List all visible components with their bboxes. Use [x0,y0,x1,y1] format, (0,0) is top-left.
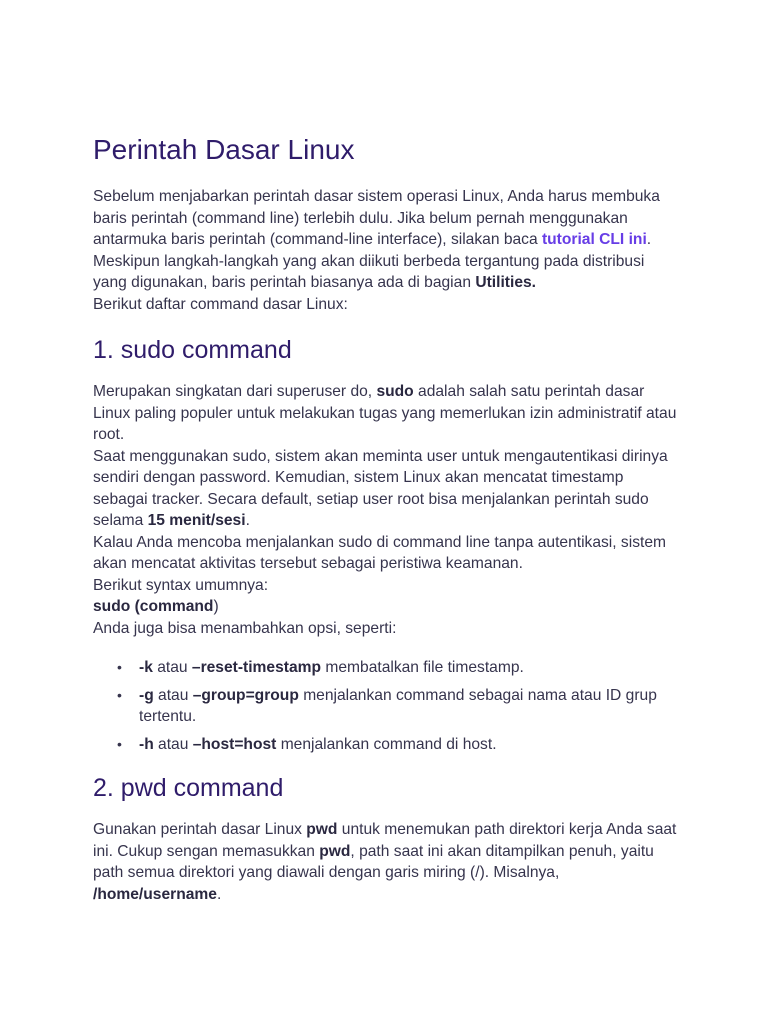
list-item: • -k atau –reset-timestamp membatalkan file timestamp. [139,657,678,679]
sudo-paragraph-5: Anda juga bisa menambahkan opsi, seperti: [93,619,397,637]
sudo-options-list [93,657,678,755]
article-content [93,130,678,905]
sudo-paragraph-2: Saat menggunakan sudo, sistem akan meminta user untuk mengautentikasi dirinya sendiri dengan password. Kemudian, sistem Linux akan mencatat timestamp sebagai tracker. Secara default, setiap user root bisa menjalankan perintah sudo selama 15 menit/sesi. [93,447,668,529]
sudo-paragraph-4: Berikut syntax umumnya: [93,576,269,594]
tutorial-cli-link[interactable]: tutorial CLI ini [541,231,647,248]
intro-paragraph: Sebelum menjabarkan perintah dasar sistem operasi Linux, Anda harus membuka baris perintah (command line) terlebih dulu. Jika belum pernah menggunakan antarmuka baris perintah (command-line interface), silakan baca tutorial CLI ini. [93,188,660,248]
section-heading-sudo: 1. sudo command [93,336,292,364]
list-item: • -g atau –group=group menjalankan command sebagai nama atau ID grup tertentu. [117,686,657,725]
page-title: Perintah Dasar Linux [93,134,355,165]
sudo-syntax: sudo (command) [93,598,219,615]
intro-paragraph-2: Meskipun langkah-langkah yang akan diikuti berbeda tergantung pada distribusi yang digunakan, baris perintah biasanya ada di bagian Utilities. [93,252,645,291]
sudo-paragraph-3: Kalau Anda mencoba menjalankan sudo di command line tanpa autentikasi, sistem akan mencatat aktivitas tersebut sebagai peristiwa keamanan. [93,533,666,572]
bullet-icon: • [117,735,122,752]
section-heading-pwd: 2. pwd command [93,774,284,802]
sudo-paragraph-1: Merupakan singkatan dari superuser do, sudo adalah salah satu perintah dasar Linux paling populer untuk melakukan tugas yang memerlukan izin administratif atau root. [93,383,677,443]
bullet-icon: • [117,686,122,703]
pwd-paragraph: Gunakan perintah dasar Linux pwd untuk menemukan path direktori kerja Anda saat ini. Cukup sengan memasukkan pwd, path saat ini akan ditampilkan penuh, yaitu path semua direktori yang diawali dengan garis miring (/). Misalnya, /home/username. [93,821,677,903]
bullet-icon: • [117,659,122,675]
list-item: • -h atau –host=host menjalankan command di host. [139,734,678,756]
intro-paragraph-3: Berikut daftar command dasar Linux: [93,295,348,313]
